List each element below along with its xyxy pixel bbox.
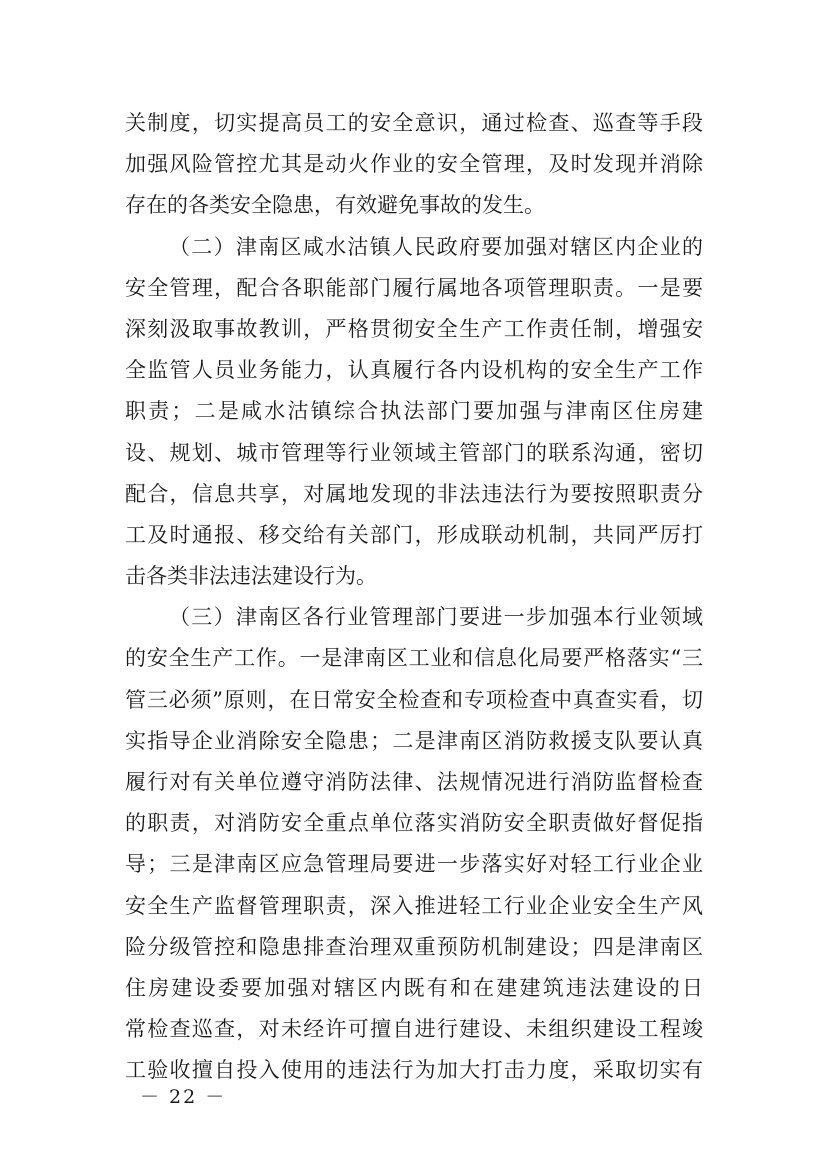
paragraph-line: 的职责，对消防安全重点单位落实消防安全职责做好督促指 xyxy=(125,811,703,836)
paragraph-line: 全监管人员业务能力，认真履行各内设机构的安全生产工作 xyxy=(125,358,703,383)
page-number: － 22 － xyxy=(140,1086,227,1108)
paragraph-text: 一是要 xyxy=(637,275,703,300)
paragraph-line: 关制度，切实提高员工的安全意识，通过检查、巡查等手段 xyxy=(125,111,703,135)
paragraph-line: 导；三是津南区应急管理局要进一步落实好对轻工行业企业 xyxy=(125,852,703,877)
section-heading-line: （二）津南区咸水沽镇人民政府要加强对辖区内企业的 xyxy=(169,234,703,259)
paragraph-line: 常检查巡查，对未经许可擅自进行建设、未组织建设工程竣 xyxy=(125,1017,703,1042)
paragraph-line: 存在的各类安全隐患，有效避免事故的发生。 xyxy=(125,193,545,218)
section-heading-line: （三）津南区各行业管理部门要进一步加强本行业领域 xyxy=(169,605,703,630)
paragraph-line: 深刻汲取事故教训，严格贯彻安全生产工作责任制，增强安 xyxy=(125,316,703,341)
paragraph-line: 安全生产监督管理职责，深入推进轻工行业企业安全生产风 xyxy=(125,893,703,918)
paragraph-line xyxy=(125,268,703,309)
paragraph-line: 配合，信息共享，对属地发现的非法违法行为要按照职责分 xyxy=(125,481,703,506)
paragraph-line xyxy=(125,638,703,679)
paragraph-line: 管三必须”原则，在日常安全检查和专项检查中真查实看，切 xyxy=(125,687,703,712)
paragraph-line: 履行对有关单位遵守消防法律、法规情况进行消防监督检查 xyxy=(125,770,703,794)
paragraph-line: 住房建设委要加强对辖区内既有和在建建筑违法建设的日 xyxy=(125,975,703,1000)
paragraph-line: 实指导企业消除安全隐患；二是津南区消防救援支队要认真 xyxy=(125,728,703,753)
paragraph-line: 职责；二是咸水沽镇综合执法部门要加强与津南区住房建 xyxy=(125,399,703,424)
paragraph-line: 设、规划、城市管理等行业领域主管部门的联系沟通，密切 xyxy=(125,440,703,465)
section-heading-text: 的安全生产工作。 xyxy=(125,646,300,671)
paragraph-line: 加强风险管控尤其是动火作业的安全管理，及时发现并消除 xyxy=(125,152,703,177)
paragraph-line: 击各类非法违法建设行为。 xyxy=(125,564,377,589)
paragraph-line: 险分级管控和隐患排查治理双重预防机制建设；四是津南区 xyxy=(125,934,703,959)
section-heading-text: 安全管理，配合各职能部门履行属地各项管理职责。 xyxy=(125,275,638,300)
paragraph-line: 工验收擅自投入使用的违法行为加大打击力度，采取切实有 xyxy=(125,1058,703,1083)
paragraph-line: 工及时通报、移交给有关部门，形成联动机制，共同严厉打 xyxy=(125,522,703,547)
document-body xyxy=(125,103,703,1092)
paragraph-text: 一是津南区工业和信息化局要严格落实“三 xyxy=(299,646,703,671)
